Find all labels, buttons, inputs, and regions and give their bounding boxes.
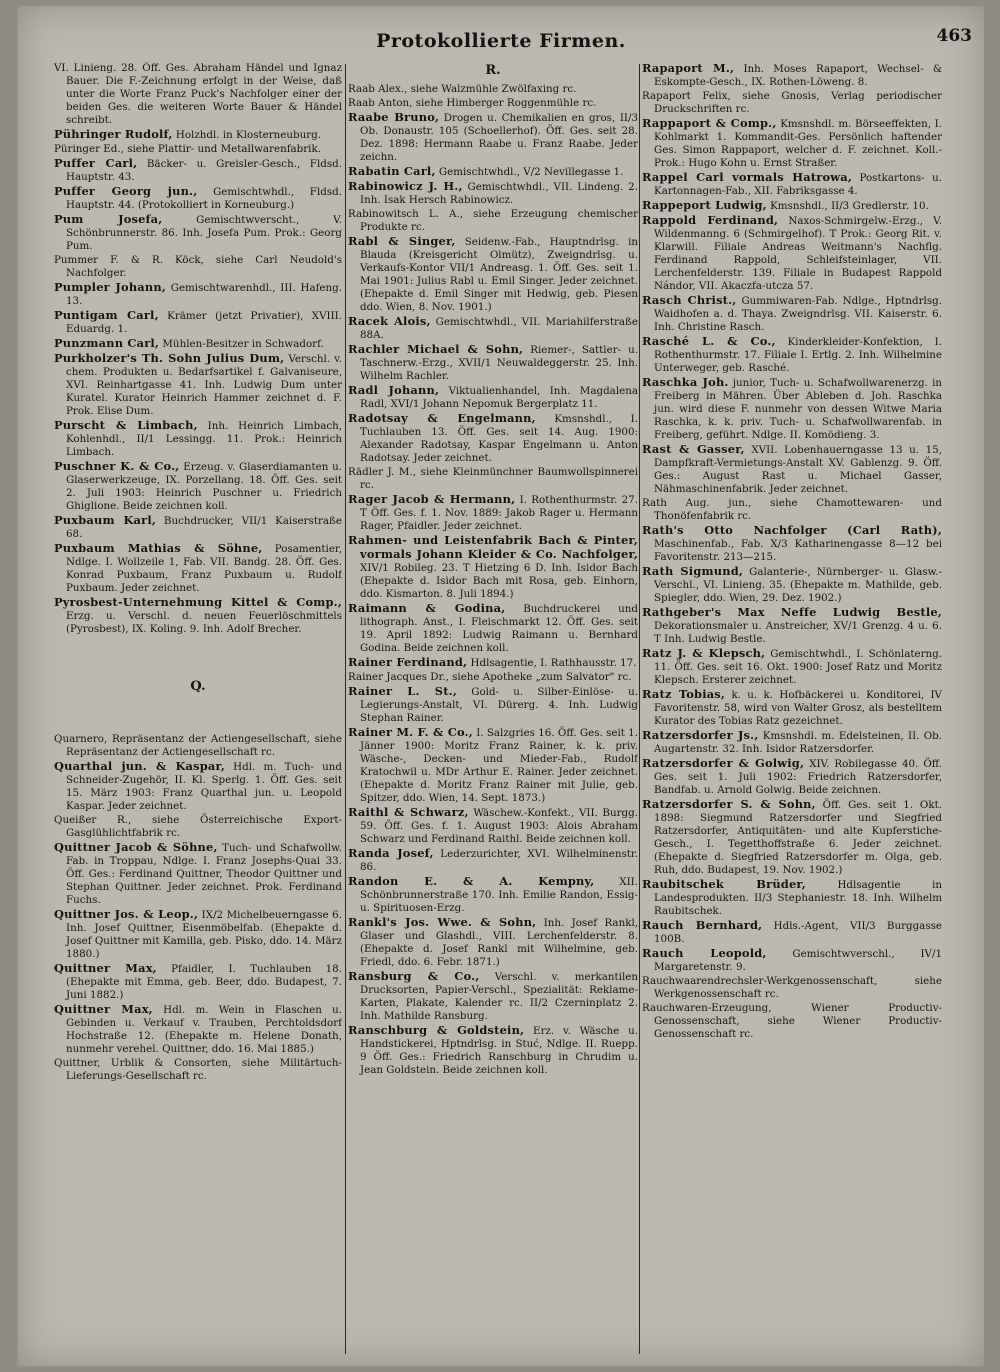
entry-details: Gemischtwhdl., V/2 Nevillegasse 1. bbox=[438, 166, 624, 178]
firm-name: Quarthal jun. & Kaspar, bbox=[54, 759, 226, 773]
directory-entry bbox=[348, 534, 638, 601]
firm-name: Quittner Jacob & Söhne, bbox=[54, 840, 218, 854]
entry-details: Viktualienhandel, Inh. Magdalena Radl, XVI/1 Johann Nepomuk Bergerplatz 11. bbox=[360, 385, 638, 410]
firm-name: Raimann & Godina, bbox=[348, 601, 506, 615]
directory-entry bbox=[642, 199, 942, 213]
firm-name: Rainer M. F. & Co., bbox=[348, 725, 473, 739]
directory-entry bbox=[642, 565, 942, 605]
firm-name: Puffer Georg jun., bbox=[54, 184, 198, 198]
firm-name: Rainer Ferdinand, bbox=[348, 655, 468, 669]
entry-details: Queißer R., siehe Österreichische Export-Gasglühlichtfabrik rc. bbox=[54, 814, 342, 839]
firm-name: Quittner Max, bbox=[54, 961, 157, 975]
directory-entry bbox=[348, 235, 638, 314]
directory-entry bbox=[348, 83, 638, 96]
directory-entry bbox=[642, 171, 942, 198]
entry-details: Hdls.-Agent, VII/3 Burggasse 100B. bbox=[654, 920, 942, 945]
directory-entry bbox=[54, 514, 342, 541]
directory-entry bbox=[642, 62, 942, 89]
entry-details: Kmsnshdl., I. Tuchlauben 13. Öff. Ges. seit 14. Aug. 1900: Alexander Radotsay, Kaspar Engelmann u. Anton Radotsay. Jeder zeichnet. bbox=[360, 413, 638, 464]
entry-details: Gemischtwverscht., V. Schönbrunnerstr. 86. Inh. Josefa Pum. Prok.: Georg Pum. bbox=[66, 214, 342, 252]
entry-details: Rath Aug. jun., siehe Chamottewaren- und Thonöfenfabrik rc. bbox=[642, 497, 942, 522]
directory-entry bbox=[54, 281, 342, 308]
directory-entry bbox=[348, 847, 638, 874]
entry-details: I. Rothenthurmstr. 27. T Öff. Ges. f. 1. Nov. 1889: Jakob Rager u. Hermann Rager, Pfaidler. Jeder zeichnet. bbox=[360, 494, 638, 532]
firm-name: Quittner Jos. & Leop., bbox=[54, 907, 199, 921]
firm-name: Randon E. & A. Kempny, bbox=[348, 874, 595, 888]
column-left bbox=[54, 62, 342, 1358]
directory-entry bbox=[54, 254, 342, 280]
directory-entry bbox=[54, 908, 342, 961]
directory-entry bbox=[642, 919, 942, 946]
entry-details: Gemischtwhdl., I. Schönlaterng. 11. Öff. Ges. seit 16. Okt. 1900: Josef Ratz und Moritz Klepsch. Ersterer zeichnet. bbox=[654, 648, 942, 686]
firm-name: Rasch Christ., bbox=[642, 293, 737, 307]
directory-entry bbox=[348, 875, 638, 915]
firm-name: Rabatin Carl, bbox=[348, 164, 436, 178]
entry-details: Naxos-Schmirgelw.-Erzg., V. Wildenmanng. 6 (Schmirgelhof). T Prok.: Georg Rit. v. Klarwill. Filiale Andreas Weitmann's Nachflg. Ferdinand Rappold, Schleifsteinlager, VII. Lerchenfelderstr. 139. Filiale in Budapest Rappold Nándor, VII. Akaczfa-utcza 57. bbox=[654, 215, 942, 292]
entry-details: Rabinowitsch L. A., siehe Erzeugung chemischer Produkte rc. bbox=[348, 208, 638, 233]
directory-entry bbox=[348, 970, 638, 1023]
entry-details: Gold- u. Silber-Einlöse- u. Legierungs-Anstalt, VI. Dürerg. 4. Inh. Ludwig Stephan Rainer. bbox=[360, 686, 638, 724]
directory-entry bbox=[348, 343, 638, 383]
firm-name: Rabl & Singer, bbox=[348, 234, 456, 248]
firm-name: Ratz J. & Klepsch, bbox=[642, 646, 766, 660]
directory-entry bbox=[348, 208, 638, 234]
directory-entry bbox=[348, 671, 638, 684]
directory-entry bbox=[642, 117, 942, 170]
firm-name: Rabinowicz J. H., bbox=[348, 179, 463, 193]
firm-name: Ratzersdorfer Js., bbox=[642, 728, 759, 742]
entry-details: Seidenw.-Fab., Hauptndrlsg. in Blauda (Kreisgericht Olmütz), Zweigndrlsg. u. Verkaufs-Kontor VII/1 Andreasg. 1. Öff. Ges. seit 1. Mai 1901: Julius Rabl u. Emil Singer. Jeder zeichnet. (Ehepakte d. Emil Singer mit Hedwig, geb. Piesen ddo. Wien, 8. Nov. 1901.) bbox=[360, 236, 638, 313]
directory-entry bbox=[348, 111, 638, 164]
entry-details: Quittner, Urblik & Consorten, siehe Militärtuch-Lieferungs-Gesellschaft rc. bbox=[54, 1057, 342, 1082]
entry-details: Hdl. m. Wein in Flaschen u. Gebinden u. Verkauf v. Trauben, Perchtoldsdorf Hochstraße 12. (Ehepakte m. Helene Donath, nunmehr verehel. Quittner, ddo. 16. Mai 1885.) bbox=[66, 1004, 342, 1055]
firm-name: Raschka Joh. bbox=[642, 375, 729, 389]
directory-page bbox=[18, 6, 984, 1366]
firm-name: Pyrosbest-Unternehmung Kittel & Comp., bbox=[54, 595, 342, 609]
firm-name: Ratzersdorfer S. & Sohn, bbox=[642, 797, 816, 811]
firm-name: Ratzersdorfer & Golwig, bbox=[642, 756, 805, 770]
directory-entry bbox=[348, 726, 638, 805]
directory-entry bbox=[642, 878, 942, 918]
firm-name: Puxbaum Mathias & Söhne, bbox=[54, 541, 263, 555]
entry-details: Gemischtwhdl., VII. Lindeng. 2. Inh. Isak Hersch Rabinowicz. bbox=[360, 181, 638, 206]
firm-name: Rath Sigmund, bbox=[642, 564, 744, 578]
directory-entry bbox=[642, 647, 942, 687]
firm-name: Rast & Gasser, bbox=[642, 442, 745, 456]
column-divider bbox=[639, 64, 640, 1354]
directory-entry bbox=[642, 947, 942, 974]
firm-name: Randa Josef, bbox=[348, 846, 434, 860]
firm-name: Rauch Leopold, bbox=[642, 946, 767, 960]
directory-entry bbox=[348, 656, 638, 670]
directory-entry bbox=[642, 688, 942, 728]
firm-name: Purscht & Limbach, bbox=[54, 418, 198, 432]
firm-name: Pum Josefa, bbox=[54, 212, 163, 226]
directory-entry bbox=[54, 213, 342, 253]
entry-details: Buchdrucker, VII/1 Kaiserstraße 68. bbox=[66, 515, 342, 540]
entry-details: Öff. Ges. seit 1. Okt. 1898: Siegmund Ratzersdorfer und Siegfried Ratzersdorfer, Antiquitäten- und alte Kupferstiche-Gesch., I. Tegetthoffstraße 6. Jeder zeichnet. (Ehepakte d. Siegfried Ratzersdorfer m. Olga, geb. Ruh, ddo. Budapest, 19. Nov. 1902.) bbox=[654, 799, 942, 876]
directory-entry bbox=[348, 916, 638, 969]
entry-details: Erz. v. Wäsche u. Handstickerei, Hptndrlsg. in Stuć, Ndlge. II. Ruepp. 9 Öff. Ges.: Friedrich Ranschburg in Chrudim u. Jean Goldstein. Beide zeichnen koll. bbox=[360, 1025, 638, 1076]
directory-entry bbox=[348, 806, 638, 846]
entry-details: Verschl. v. merkantilen Drucksorten, Papier-Verschl., Spezialität: Reklame-Karten, Plakate, Kalender rc. II/2 Czerninplatz 2. Inh. Mathilde Ransburg. bbox=[360, 971, 638, 1022]
entry-details: Gemischtwarenhdl., III. Hafeng. 13. bbox=[66, 282, 342, 307]
section-letter: Q. bbox=[190, 679, 206, 694]
directory-entry bbox=[642, 335, 942, 375]
firm-name: Puxbaum Karl, bbox=[54, 513, 157, 527]
entry-details: Kmsnshdl. m. Börseeffekten, I. Kohlmarkt 1. Kommandit-Ges. Persönlich haftender Ges. Simon Rappaport, welcher d. F. zeichnet. Koll.-Prok.: Hugo Kohn u. Ernst Straßer. bbox=[654, 118, 942, 169]
firm-name: Quittner Max, bbox=[54, 1002, 153, 1016]
directory-entry bbox=[348, 412, 638, 465]
entry-details: Hdl. m. Tuch- und Schneider-Zugehör, II. Kl. Sperlg. 1. Öff. Ges. seit 15. März 1903: Franz Quarthal jun. u. Leopold Kaspar. Jeder zeichnet. bbox=[66, 761, 342, 812]
directory-entry bbox=[54, 185, 342, 212]
directory-entry bbox=[54, 128, 342, 142]
firm-name: Pumpler Johann, bbox=[54, 280, 167, 294]
firm-name: Raithl & Schwarz, bbox=[348, 805, 469, 819]
entry-details: Rauchwaarendrechsler-Werkgenossenschaft, siehe Werkgenossenschaft rc. bbox=[642, 975, 942, 1000]
entry-details: Gemischtwverschl., IV/1 Margaretenstr. 9. bbox=[654, 948, 942, 973]
directory-entry bbox=[348, 315, 638, 342]
directory-entry bbox=[54, 157, 342, 184]
entry-details: Inh. Moses Rapaport, Wechsel- & Eskompte-Gesch., IX. Rothen-Löweng. 8. bbox=[654, 63, 942, 88]
firm-name: Rahmen- und Leistenfabrik Bach & Pinter, vormals Johann Kleider & Co. Nachfolger, bbox=[348, 533, 638, 561]
entry-details: Kmsnshdl., II/3 Gredlerstr. 10. bbox=[770, 200, 929, 212]
directory-entry bbox=[348, 97, 638, 110]
entry-details: Bäcker- u. Greisler-Gesch., Fldsd. Hauptstr. 43. bbox=[66, 158, 342, 183]
directory-entry bbox=[642, 975, 942, 1001]
directory-entry bbox=[54, 814, 342, 840]
entry-details: Kinderkleider-Konfektion, I. Rothenthurmstr. 17. Filiale I. Ertlg. 2. Inh. Wilhelmine Unterweger, geb. Rasché. bbox=[654, 336, 942, 374]
entry-details: Pummer F. & R. Köck, siehe Carl Neudold's Nachfolger. bbox=[54, 254, 342, 279]
firm-name: Raabe Bruno, bbox=[348, 110, 440, 124]
firm-name: Pühringer Rudolf, bbox=[54, 127, 173, 141]
entry-details: Hdlsagentie in Landesprodukten. II/3 Stephaniestr. 18. Inh. Wilhelm Raubitschek. bbox=[654, 879, 942, 917]
entry-details: Hdlsagentie, I. Rathhausstr. 17. bbox=[470, 657, 637, 669]
firm-name: Rauch Bernhard, bbox=[642, 918, 763, 932]
firm-name: Rappeport Ludwig, bbox=[642, 198, 767, 212]
entry-details: Riemer-, Sattler- u. Taschnerw.-Erzg., XVII/1 Neuwaldeggerstr. 25. Inh. Wilhelm Rachler. bbox=[360, 344, 638, 382]
directory-entry bbox=[348, 602, 638, 655]
entry-details: Maschinenfab., Fab. X/3 Katharinengasse 8—12 bei Favoritenstr. 213—215. bbox=[654, 538, 942, 563]
entry-details: Rapaport Felix, siehe Gnosis, Verlag periodischer Druckschriften rc. bbox=[642, 90, 942, 115]
entry-details: Wäschew.-Konfekt., VII. Burgg. 59. Öff. Ges. f. 1. August 1903: Alois Abraham Schwarz und Ferdinand Raithl. Beide zeichnen koll. bbox=[360, 807, 638, 845]
directory-entry bbox=[348, 466, 638, 492]
entry-details: Gemischtwhdl., VII. Mariahilferstraße 88A. bbox=[360, 316, 638, 341]
firm-name: Ratz Tobias, bbox=[642, 687, 726, 701]
section-letter: R. bbox=[485, 63, 501, 78]
directory-entry bbox=[642, 376, 942, 442]
entry-details: IX/2 Michelbeuerngasse 6. Inh. Josef Quittner, Eisenmöbelfab. (Ehepakte d. Josef Quittner mit Kamilla, geb. Pisko, ddo. 14. März 1880.) bbox=[66, 909, 342, 960]
entry-details: Gummiwaren-Fab. Ndlge., Hptndrlsg. Waidhofen a. d. Thaya. Zweigndrlsg. VII. Kaiserstr. 6. Inh. Christine Rasch. bbox=[654, 295, 942, 333]
entry-details: Püringer Ed., siehe Plattir- und Metallwarenfabrik. bbox=[54, 143, 321, 155]
column-middle bbox=[348, 62, 638, 1358]
directory-entry bbox=[54, 419, 342, 459]
firm-name: Puntigam Carl, bbox=[54, 308, 159, 322]
entry-details: Erzeug. v. Glaserdiamanten u. Glaserwerkzeuge, IX. Porzellang. 18. Öff. Ges. seit 2. Juli 1903: Heinrich Puschner u. Friedrich Ghiglione. Beide zeichnen koll. bbox=[66, 461, 342, 512]
directory-entry bbox=[54, 596, 342, 636]
directory-entry bbox=[642, 90, 942, 116]
directory-entry bbox=[642, 214, 942, 293]
entry-details: Inh. Josef Rankl, Glaser und Glashdl., VIII. Lerchenfelderstr. 8. (Ehepakte d. Josef Rankl mit Wilhelmine, geb. Friedl, ddo. 6. Febr. 1871.) bbox=[360, 917, 638, 968]
entry-details: Posamentier, Ndlge. I. Wollzeile 1, Fab. VII. Bandg. 28. Öff. Ges. Konrad Puxbaum, Franz Puxbaum u. Rudolf Puxbaum. Jeder zeichnet. bbox=[66, 543, 342, 594]
directory-entry bbox=[642, 443, 942, 496]
firm-name: Rankl's Jos. Wwe. & Sohn, bbox=[348, 915, 537, 929]
page-number: 463 bbox=[936, 26, 972, 46]
entry-details: Inh. Heinrich Limbach, Kohlenhdl., II/1 Lessingg. 11. Prok.: Heinrich Limbach. bbox=[66, 420, 342, 458]
directory-entry bbox=[642, 606, 942, 646]
entry-details: Pfaidler, I. Tuchlauben 18. (Ehepakte mit Emma, geb. Beer, ddo. Budapest, 7. Juni 1882.) bbox=[66, 963, 342, 1001]
directory-entry bbox=[54, 760, 342, 813]
directory-entry bbox=[348, 180, 638, 207]
directory-entry bbox=[642, 798, 942, 877]
entry-details: Raab Alex., siehe Walzmühle Zwölfaxing rc. bbox=[348, 83, 577, 95]
entry-details: VI. Linieng. 28. Öff. Ges. Abraham Händel und Ignaz Bauer. Die F.-Zeichnung erfolgt in der Weise, daß unter die Worte Franz Puck's Nachfolger einer der beiden Ges. die weiteren Worte Bauer & Händel schreibt. bbox=[54, 62, 342, 126]
column-divider bbox=[345, 64, 346, 1354]
firm-name: Racek Alois, bbox=[348, 314, 431, 328]
entry-details: I. Salzgries 16. Öff. Ges. seit 1. Jänner 1900: Moritz Franz Rainer, k. k. priv. Wäsche-, Decken- und Mieder-Fab., Rudolf Kratochwil u. MDr Arthur E. Rainer. Jeder zeichnet. (Ehepakte d. Moritz Franz Rainer mit Julie, geb. Spitzer, ddo. Wien, 14. Sept. 1873.) bbox=[360, 727, 638, 804]
firm-name: Rasché L. & Co., bbox=[642, 334, 776, 348]
entry-details: Lederzurichter, XVI. Wilhelminenstr. 86. bbox=[360, 848, 638, 873]
firm-name: Ransburg & Co., bbox=[348, 969, 480, 983]
firm-name: Rachler Michael & Sohn, bbox=[348, 342, 524, 356]
directory-entry bbox=[642, 294, 942, 334]
directory-entry bbox=[642, 524, 942, 564]
entry-details: Quarnero, Repräsentanz der Actiengesellschaft, siehe Repräsentanz der Actiengesellschaft rc. bbox=[54, 733, 342, 758]
page-title: Protokollierte Firmen. bbox=[376, 30, 626, 52]
firm-name: Raubitschek Brüder, bbox=[642, 877, 806, 891]
directory-entry bbox=[348, 1024, 638, 1077]
directory-entry bbox=[54, 542, 342, 595]
firm-name: Ranschburg & Goldstein, bbox=[348, 1023, 525, 1037]
firm-name: Rath's Otto Nachfolger (Carl Rath), bbox=[642, 523, 942, 537]
entry-details: Tuch- und Schafwollw. Fab. in Troppau, Ndlge. I. Franz Josephs-Quai 33. Öff. Ges.: Ferdinand Quittner, Theodor Quittner und Stephan Quittner. Jeder zeichnet. Prok. Ferdinand Fuchs. bbox=[66, 842, 342, 906]
directory-entry bbox=[54, 733, 342, 759]
column-right bbox=[642, 62, 942, 1358]
entry-details: Verschl. v. chem. Produkten u. Bedarfsartikel f. Galvaniseure, XVI. Reinhartgasse 41. Inh. Ludwig Dum unter Kuratel. Kurator Heinrich Hammer zeichnet d. F. Prok. Elise Dum. bbox=[66, 353, 342, 417]
entry-details: Raab Anton, siehe Himberger Roggenmühle rc. bbox=[348, 97, 597, 109]
entry-details: Gemischtwhdl., Fldsd. Hauptstr. 44. (Protokolliert in Korneuburg.) bbox=[66, 186, 342, 211]
entry-details: Rauchwaren-Erzeugung, Wiener Productiv-Genossenschaft, siehe Wiener Productiv-Genossenschaft rc. bbox=[642, 1002, 942, 1040]
directory-entry bbox=[54, 962, 342, 1002]
directory-entry bbox=[54, 309, 342, 336]
entry-details: Erzg. u. Verschl. d. neuen Feuerlöschmittels (Pyrosbest), IX. Koling. 9. Inh. Adolf Brecher. bbox=[66, 610, 342, 635]
directory-entry bbox=[54, 337, 342, 351]
entry-details: Krämer (jetzt Privatier), XVIII. Eduardg. 1. bbox=[66, 310, 342, 335]
firm-name: Rager Jacob & Hermann, bbox=[348, 492, 516, 506]
firm-name: Rappaport & Comp., bbox=[642, 116, 777, 130]
entry-details: Galanterie-, Nürnberger- u. Glasw.-Verschl., VI. Linieng. 35. (Ehepakte m. Mathilde, geb. Spiegler, ddo. Wien, 29. Dez. 1902.) bbox=[654, 566, 942, 604]
entry-details: k. u. k. Hofbäckerei u. Konditorei, IV Favoritenstr. 58, wird von Walter Grosz, als bestelltem Kurator des Tobias Ratz gezeichnet. bbox=[654, 689, 942, 727]
directory-entry bbox=[54, 1003, 342, 1056]
entry-details: XVII. Lobenhauerngasse 13 u. 15, Dampfkraft-Vermietungs-Anstalt XV. Gablenzg. 9. Öff. Ges.: August Rast u. Michael Gasser, Nähmaschinenfabrik. Jeder zeichnet. bbox=[654, 444, 942, 495]
entry-details: Drogen u. Chemikalien en gros, II/3 Ob. Donaustr. 105 (Schoellerhof). Öff. Ges. seit 28. Dez. 1898: Hermann Raabe u. Franz Raabe. Jeder zeichn. bbox=[360, 112, 638, 163]
firm-name: Punzmann Carl, bbox=[54, 336, 160, 350]
entry-details: Kmsnshdl. m. Edelsteinen, II. Ob. Augartenstr. 32. Inh. Isidor Ratzersdorfer. bbox=[654, 730, 942, 755]
entry-details: Buchdruckerei und lithograph. Anst., I. Fleischmarkt 12. Öff. Ges. seit 19. April 1892: Ludwig Raimann u. Bernhard Godina. Beide zeichnen koll. bbox=[360, 603, 638, 654]
directory-entry bbox=[348, 384, 638, 411]
entry-details: Dekorationsmaler u. Anstreicher, XV/1 Grenzg. 4 u. 6. T Inh. Ludwig Bestle. bbox=[654, 620, 942, 645]
firm-name: Rappold Ferdinand, bbox=[642, 213, 779, 227]
entry-details: XIV/1 Robileg. 23. T Hietzing 6 D. Inh. Isidor Bach (Ehepakte d. Isidor Bach mit Rosa, geb. Einhorn, ddo. Kismarton. 8. Juli 1894.) bbox=[360, 562, 638, 600]
directory-entry bbox=[348, 165, 638, 179]
directory-entry bbox=[642, 757, 942, 797]
entry-details: junior, Tuch- u. Schafwollwarenerzg. in Freiberg in Mähren. Über Ableben d. Joh. Raschka jun. wird diese F. nunmehr von dessen Witwe Maria Raschka, k. k. priv. Tuch- u. Schafwollwarenfab. in Freiberg, geführt. Ndlge. II. Komödieng. 3. bbox=[654, 377, 942, 441]
directory-entry bbox=[54, 62, 342, 127]
entry-details: Rädler J. M., siehe Kleinmünchner Baumwollspinnerei rc. bbox=[348, 466, 638, 491]
directory-entry bbox=[348, 685, 638, 725]
directory-entry bbox=[54, 460, 342, 513]
directory-entry bbox=[642, 1002, 942, 1041]
firm-name: Rapaport M., bbox=[642, 62, 735, 75]
directory-entry bbox=[642, 497, 942, 523]
directory-entry bbox=[54, 143, 342, 156]
entry-details: Holzhdl. in Klosterneuburg. bbox=[175, 129, 322, 141]
firm-name: Puschner K. & Co., bbox=[54, 459, 180, 473]
firm-name: Puffer Carl, bbox=[54, 156, 138, 170]
firm-name: Rainer L. St., bbox=[348, 684, 457, 698]
entry-details: XII. Schönbrunnerstraße 170. Inh. Emilie Randon, Essig- u. Spirituosen-Erzg. bbox=[360, 876, 638, 914]
entry-details: Mühlen-Besitzer in Schwadorf. bbox=[162, 338, 324, 350]
firm-name: Rathgeber's Max Neffe Ludwig Bestle, bbox=[642, 605, 942, 619]
entry-details: XIV. Robilegasse 40. Öff. Ges. seit 1. Juli 1902: Friedrich Ratzersdorfer, Bandfab. u. Arnold Golwig. Beide zeichnen. bbox=[654, 758, 942, 796]
firm-name: Rappel Carl vormals Hatrowa, bbox=[642, 170, 852, 184]
entry-details: Postkartons- u. Kartonnagen-Fab., XII. Fabriksgasse 4. bbox=[654, 172, 942, 197]
directory-entry bbox=[642, 729, 942, 756]
directory-entry bbox=[54, 841, 342, 907]
firm-name: Purkholzer's Th. Sohn Julius Dum, bbox=[54, 351, 285, 365]
firm-name: Radl Johann, bbox=[348, 383, 440, 397]
directory-entry bbox=[54, 352, 342, 418]
directory-entry bbox=[348, 493, 638, 533]
firm-name: Radotsay & Engelmann, bbox=[348, 411, 536, 425]
entry-details: Rainer Jacques Dr., siehe Apotheke „zum Salvator" rc. bbox=[348, 671, 632, 683]
directory-entry bbox=[54, 1057, 342, 1083]
